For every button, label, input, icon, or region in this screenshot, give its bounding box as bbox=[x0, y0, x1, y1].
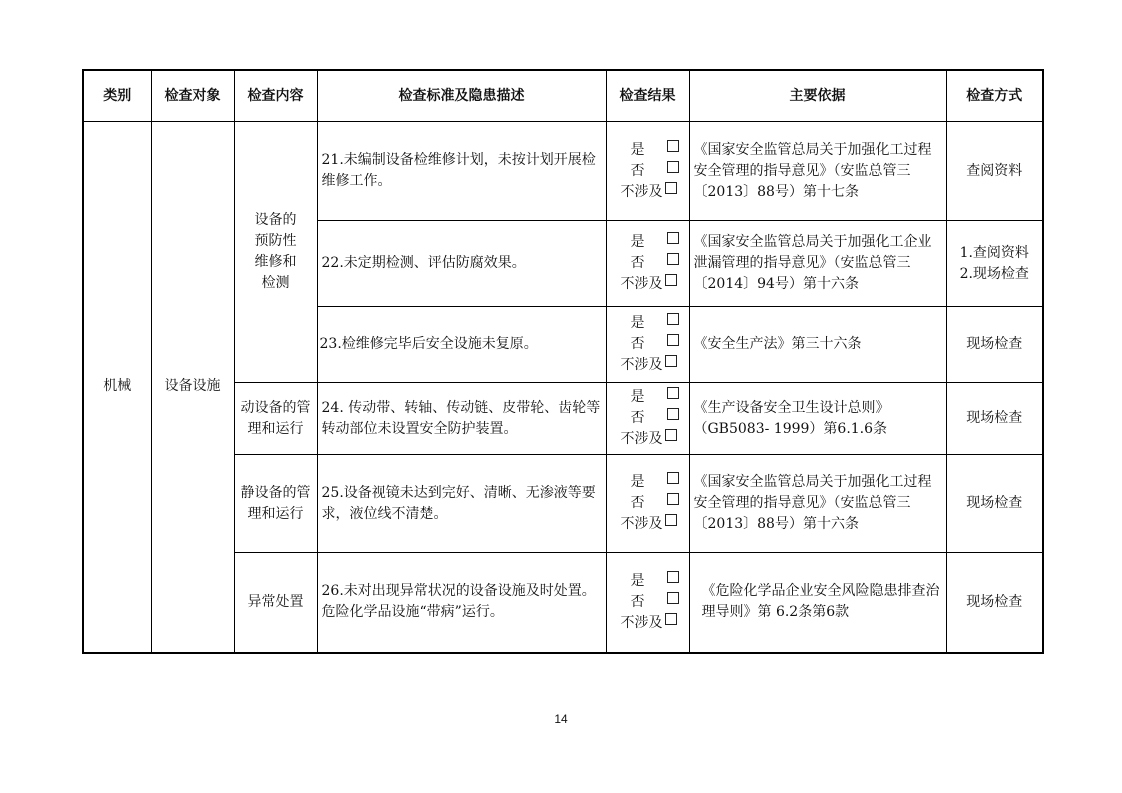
result-no-label: 否 bbox=[630, 593, 645, 610]
result-no-label: 否 bbox=[630, 336, 645, 352]
result-yes-checkbox[interactable] bbox=[667, 140, 679, 152]
result-na-checkbox[interactable] bbox=[665, 355, 677, 367]
result-na-checkbox[interactable] bbox=[665, 613, 677, 625]
result-yes-checkbox[interactable] bbox=[667, 472, 679, 484]
result-yes-label: 是 bbox=[630, 389, 645, 405]
basis-cell: 《生产设备安全卫生设计总则》（GB5083- 1999）第6.1.6条 bbox=[689, 383, 946, 455]
method-cell: 查阅资料 bbox=[946, 122, 1043, 221]
result-cell bbox=[606, 553, 689, 653]
standard-cell: 26.未对出现异常状况的设备设施及时处置。危险化学品设施“带病”运行。 bbox=[317, 553, 606, 653]
result-no-checkbox[interactable] bbox=[667, 592, 679, 604]
result-no-label: 否 bbox=[630, 255, 645, 271]
object-cell: 设备设施 bbox=[151, 122, 234, 653]
inspection-table bbox=[82, 69, 1044, 654]
result-yes-checkbox[interactable] bbox=[667, 313, 679, 325]
result-yes-label: 是 bbox=[630, 572, 645, 589]
result-no-label: 否 bbox=[630, 495, 645, 511]
method-cell: 现场检查 bbox=[946, 553, 1043, 653]
result-na-label: 不涉及 bbox=[620, 431, 663, 447]
method-cell: 现场检查 bbox=[946, 383, 1043, 455]
header-content: 检查内容 bbox=[234, 70, 317, 122]
content-cell: 动设备的管理和运行 bbox=[234, 383, 317, 455]
result-cell bbox=[606, 455, 689, 553]
result-no-checkbox[interactable] bbox=[667, 493, 679, 505]
result-na-label: 不涉及 bbox=[620, 357, 663, 373]
method-cell: 现场检查 bbox=[946, 307, 1043, 383]
method-cell: 1.查阅资料 2.现场检查 bbox=[946, 221, 1043, 307]
header-basis: 主要依据 bbox=[689, 70, 946, 122]
standard-cell: 25.设备视镜未达到完好、清晰、无渗液等要求，液位线不清楚。 bbox=[317, 455, 606, 553]
result-cell bbox=[606, 122, 689, 221]
result-yes-checkbox[interactable] bbox=[667, 232, 679, 244]
basis-cell: 《国家安全监管总局关于加强化工过程安全管理的指导意见》（安监总管三〔2013〕88号）第十六条 bbox=[689, 455, 946, 553]
content-cell: 设备的预防性维修和检测 bbox=[234, 122, 317, 383]
result-yes-label: 是 bbox=[630, 315, 645, 331]
header-row bbox=[83, 70, 1043, 122]
page-number: 14 bbox=[554, 712, 568, 726]
result-na-checkbox[interactable] bbox=[665, 182, 677, 194]
header-object: 检查对象 bbox=[151, 70, 234, 122]
result-no-checkbox[interactable] bbox=[667, 161, 679, 173]
basis-cell: 《安全生产法》第三十六条 bbox=[689, 307, 946, 383]
result-na-label: 不涉及 bbox=[620, 614, 663, 631]
result-yes-label: 是 bbox=[630, 141, 645, 158]
result-na-label: 不涉及 bbox=[620, 183, 663, 200]
content-cell: 静设备的管理和运行 bbox=[234, 455, 317, 553]
result-no-label: 否 bbox=[630, 162, 645, 179]
basis-cell: 《危险化学品企业安全风险隐患排查治理导则》第 6.2条第6款 bbox=[689, 553, 946, 653]
result-yes-label: 是 bbox=[630, 474, 645, 490]
result-no-label: 否 bbox=[630, 410, 645, 426]
result-yes-label: 是 bbox=[630, 234, 645, 250]
result-no-checkbox[interactable] bbox=[667, 408, 679, 420]
content-cell: 异常处置 bbox=[234, 553, 317, 653]
header-result: 检查结果 bbox=[606, 70, 689, 122]
standard-cell: 21.未编制设备检维修计划，未按计划开展检维修工作。 bbox=[317, 122, 606, 221]
method-cell: 现场检查 bbox=[946, 455, 1043, 553]
category-cell: 机械 bbox=[83, 122, 151, 653]
result-no-checkbox[interactable] bbox=[667, 253, 679, 265]
header-standard: 检查标准及隐患描述 bbox=[317, 70, 606, 122]
result-cell bbox=[606, 221, 689, 307]
result-na-label: 不涉及 bbox=[620, 276, 663, 292]
header-category: 类别 bbox=[83, 70, 151, 122]
result-na-checkbox[interactable] bbox=[665, 274, 677, 286]
result-cell bbox=[606, 383, 689, 455]
result-na-checkbox[interactable] bbox=[665, 514, 677, 526]
result-no-checkbox[interactable] bbox=[667, 334, 679, 346]
result-yes-checkbox[interactable] bbox=[667, 387, 679, 399]
result-cell bbox=[606, 307, 689, 383]
standard-cell: 24. 传动带、转轴、传动链、皮带轮、齿轮等转动部位未设置安全防护装置。 bbox=[317, 383, 606, 455]
result-na-label: 不涉及 bbox=[620, 516, 663, 532]
basis-cell: 《国家安全监管总局关于加强化工过程安全管理的指导意见》（安监总管三〔2013〕88号）第十七条 bbox=[689, 122, 946, 221]
result-yes-checkbox[interactable] bbox=[667, 571, 679, 583]
standard-cell: 23.检维修完毕后安全设施未复原。 bbox=[317, 307, 606, 383]
standard-cell: 22.未定期检测、评估防腐效果。 bbox=[317, 221, 606, 307]
result-na-checkbox[interactable] bbox=[665, 429, 677, 441]
basis-cell: 《国家安全监管总局关于加强化工企业泄漏管理的指导意见》（安监总管三〔2014〕94号）第十六条 bbox=[689, 221, 946, 307]
header-method: 检查方式 bbox=[946, 70, 1043, 122]
table-row bbox=[83, 122, 1043, 221]
